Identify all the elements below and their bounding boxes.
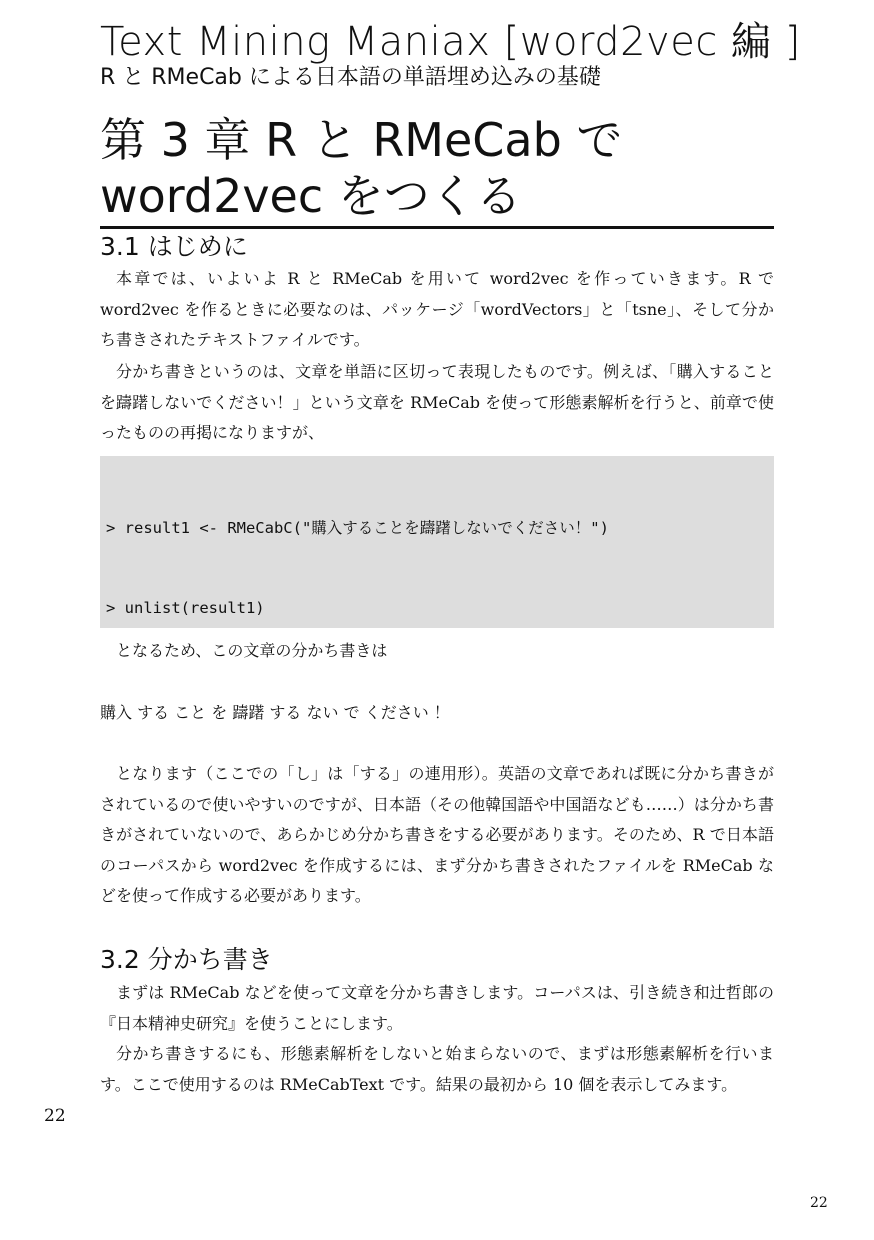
- chapter-title: [100, 112, 774, 229]
- paragraph: 分かち書きするにも、形態素解析をしないと始まらないので、まずは形態素解析を行います。ここで使用するのは RMeCabText です。結果の最初から 10 個を表示してみます。: [100, 1044, 774, 1094]
- paragraph: となります（ここでの「し」は「する」の連用形）。英語の文章であれば既に分かち書きがされているので使いやすいのですが、日本語（その他韓国語や中国語なども……）は分かち書きがされていないので、あらかじめ分かち書きをする必要があります。そのため、R で日本語のコーパスから word2vec を作成するには、まず分かち書きされたファイルを RMeCab などを使って作成する必要があります。: [100, 764, 774, 905]
- book-subtitle: R と RMeCab による日本語の単語埋め込みの基礎: [100, 65, 601, 90]
- code-block: [100, 456, 774, 628]
- section-heading-3-2: 3.2 分かち書き: [100, 945, 273, 974]
- chapter-title-line1: 第 3 章 R と RMeCab で: [100, 113, 623, 167]
- paragraph: 分かち書きというのは、文章を単語に区切って表現したものです。例えば、「購入することを躊躇しないでください！」という文章を RMeCab を使って形態素解析を行うと、前章で使ったものの再掲になりますが、: [100, 362, 774, 442]
- paragraph: 本章では、いよいよ R と RMeCab を用いて word2vec を作っていきます。R で word2vec を作るときに必要なのは、パッケージ「wordVectors」と「tsne」、そして分かち書きされたテキストファイルです。: [100, 269, 774, 349]
- section-heading-3-1: 3.1 はじめに: [100, 232, 248, 261]
- paragraph: となるため、この文章の分かち書きは: [116, 641, 388, 660]
- paragraph: まずは RMeCab などを使って文章を分かち書きします。コーパスは、引き続き和辻哲郎の『日本精神史研究』を使うことにします。: [100, 983, 774, 1033]
- page-number: 22: [810, 1195, 828, 1211]
- code-line: > result1 <- RMeCabC("購入することを躊躇しないでください！"): [106, 519, 609, 537]
- book-title: Text Mining Maniax [word2vec 編 ]: [100, 19, 801, 65]
- chapter-title-line2: word2vec をつくる: [100, 169, 522, 223]
- segmented-sentence: 購入 する こと を 躊躇 する ない で ください ！: [100, 703, 450, 722]
- margin-page-number: 22: [44, 1106, 66, 1126]
- code-line: > unlist(result1): [106, 598, 265, 617]
